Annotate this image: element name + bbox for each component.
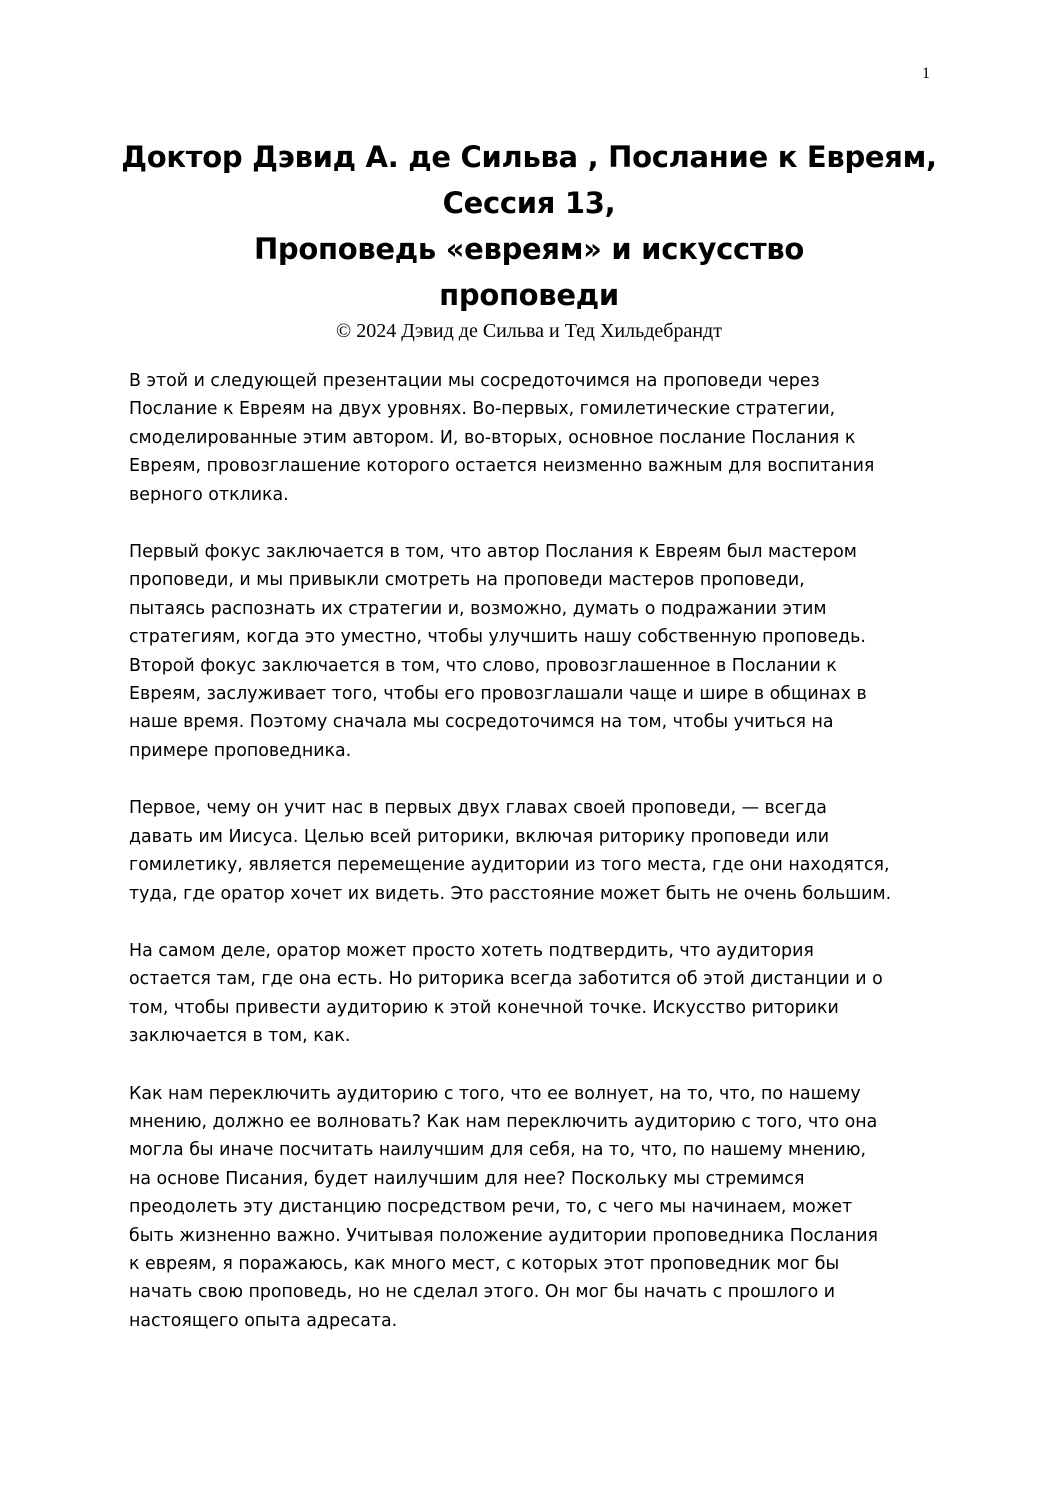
copyright-notice: © 2024 Дэвид де Сильва и Тед Хильдебрандт [336, 320, 722, 342]
title-line: Доктор Дэвид А. де Сильва , Послание к Евреям, [121, 140, 937, 174]
paragraph [129, 794, 939, 908]
body-text [129, 367, 939, 1364]
text-line: могла бы иначе посчитать наилучшим для себя, на то, что, по нашему мнению, [129, 1140, 866, 1161]
text-line: настоящего опыта адресата. [129, 1310, 398, 1331]
text-line: примере проповедника. [129, 740, 352, 761]
text-line: мнению, должно ее волновать? Как нам переключить аудиторию с того, что она [129, 1111, 878, 1132]
paragraph [129, 1080, 939, 1336]
text-line: Евреям, заслуживает того, чтобы его провозглашали чаще и шире в общинах в [129, 684, 867, 705]
text-line: проповеди, и мы привыкли смотреть на проповеди мастеров проповеди, [129, 570, 805, 591]
text-line: заключается в том, как. [129, 1026, 351, 1047]
text-line: остается там, где она есть. Но риторика всегда заботится об этой дистанции и о [129, 969, 883, 990]
text-line: верного отклика. [129, 484, 289, 505]
title-line: Проповедь «евреям» и искусство [253, 232, 805, 266]
text-line: гомилетику, является перемещение аудитории из того места, где они находятся, [129, 855, 890, 876]
text-line: туда, где оратор хочет их видеть. Это расстояние может быть не очень большим. [129, 883, 892, 904]
text-line: пытаясь распознать их стратегии и, возможно, думать о подражании этим [129, 598, 827, 619]
text-line: Как нам переключить аудиторию с того, что ее волнует, на то, что, по нашему [129, 1083, 861, 1104]
page-number: 1 [922, 65, 930, 82]
title-block [0, 134, 1058, 344]
text-line: Послание к Евреям на двух уровнях. Во-первых, гомилетические стратегии, [129, 399, 836, 420]
text-line: к евреям, я поражаюсь, как много мест, с которых этот проповедник мог бы [129, 1253, 840, 1274]
text-line: давать им Иисуса. Целью всей риторики, включая риторику проповеди или [129, 826, 830, 847]
text-line: смоделированные этим автором. И, во-вторых, основное послание Послания к [129, 427, 856, 448]
text-line: В этой и следующей презентации мы сосредоточимся на проповеди через [129, 371, 820, 391]
text-line: Первое, чему он учит нас в первых двух главах своей проповеди, — всегда [129, 798, 827, 819]
text-line: преодолеть эту дистанцию посредством речи, то, с чего мы начинаем, может [129, 1197, 853, 1218]
paragraph [129, 937, 939, 1051]
text-line: стратегиям, когда это уместно, чтобы улучшить нашу собственную проповедь. [129, 627, 866, 648]
title-line: Сессия 13, [442, 186, 616, 220]
text-line: начать свою проповедь, но не сделал этого. Он мог бы начать с прошлого и [129, 1282, 836, 1303]
text-line: Второй фокус заключается в том, что слово, провозглашенное в Послании к [129, 655, 837, 676]
paragraph [129, 367, 939, 509]
text-line: быть жизненно важно. Учитывая положение аудитории проповедника Послания [129, 1225, 878, 1246]
text-line: На самом деле, оратор может просто хотеть подтвердить, что аудитория [129, 940, 814, 961]
paragraph [129, 538, 939, 765]
title-line: проповеди [439, 278, 619, 312]
text-line: том, чтобы привести аудиторию к этой конечной точке. Искусство риторики [129, 997, 839, 1018]
text-line: наше время. Поэтому сначала мы сосредоточимся на том, чтобы учиться на [129, 712, 834, 733]
text-line: на основе Писания, будет наилучшим для нее? Поскольку мы стремимся [129, 1168, 805, 1189]
text-line: Евреям, провозглашение которого остается неизменно важным для воспитания [129, 456, 875, 477]
text-line: Первый фокус заключается в том, что автор Послания к Евреям был мастером [129, 542, 857, 563]
